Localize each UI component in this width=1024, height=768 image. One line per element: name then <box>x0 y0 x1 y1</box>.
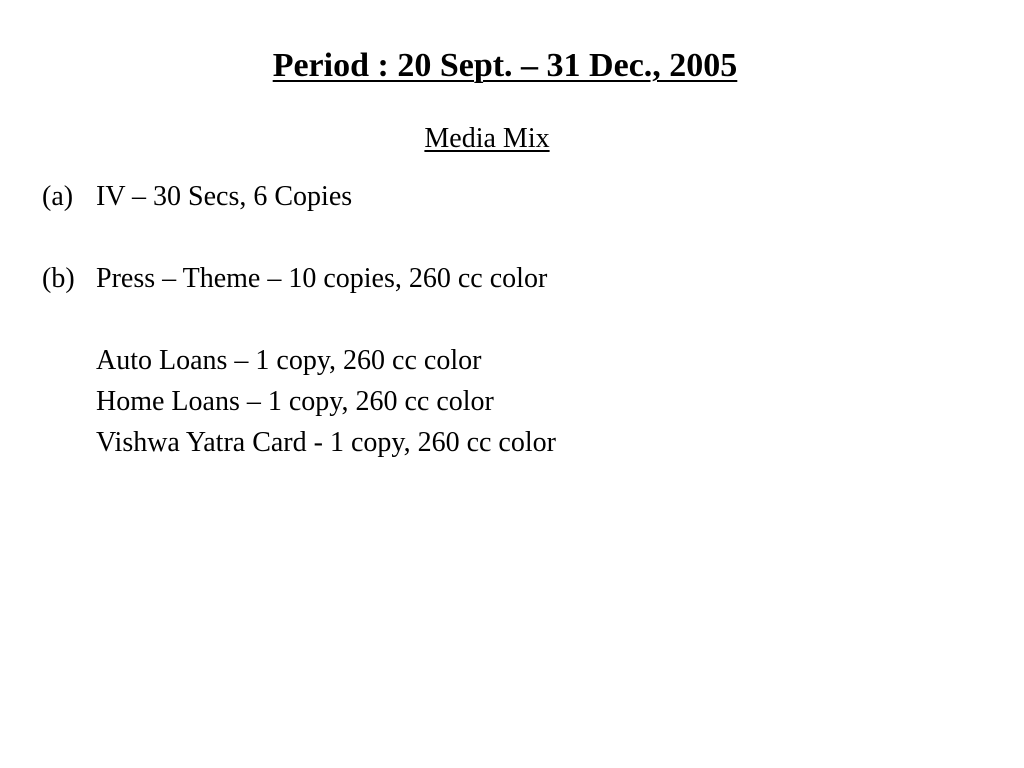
sub-line-vishwa-yatra-card: Vishwa Yatra Card - 1 copy, 260 cc color <box>96 427 556 458</box>
sub-line-auto-loans: Auto Loans – 1 copy, 260 cc color <box>96 345 482 376</box>
list-item-press: Press – Theme – 10 copies, 260 cc color <box>96 263 548 294</box>
sub-line-home-loans: Home Loans – 1 copy, 260 cc color <box>96 386 494 417</box>
list-item-iv: IV – 30 Secs, 6 Copies <box>96 181 353 212</box>
slide-title: Period : 20 Sept. – 31 Dec., 2005 <box>272 47 738 84</box>
slide-subtitle: Media Mix <box>424 123 550 154</box>
list-marker-a: (a) <box>42 181 74 212</box>
list-marker-b: (b) <box>42 263 75 294</box>
